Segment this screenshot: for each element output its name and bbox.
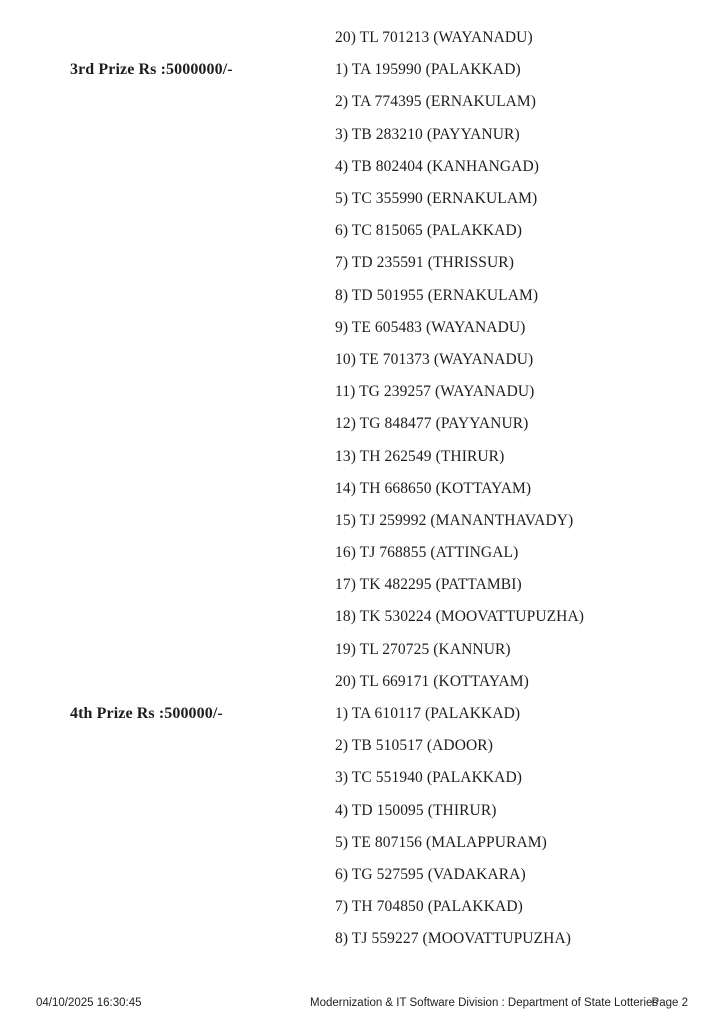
winning-ticket-entry: 11) TG 239257 (WAYANADU) [335, 383, 535, 401]
winning-ticket-entry: 9) TE 605483 (WAYANADU) [335, 318, 526, 336]
prize-row [0, 183, 724, 215]
prize-tier-label: 4th Prize Rs :500000/- [70, 705, 223, 723]
winning-ticket-entry: 17) TK 482295 (PATTAMBI) [335, 576, 522, 594]
prize-row [0, 473, 724, 505]
winning-ticket-entry: 4) TB 802404 (KANHANGAD) [335, 157, 540, 175]
prize-row [0, 151, 724, 183]
winning-ticket-entry: 5) TE 807156 (MALAPPURAM) [335, 833, 547, 851]
winning-ticket-entry: 6) TG 527595 (VADAKARA) [335, 865, 526, 883]
footer-page-number: Page 2 [651, 997, 688, 1009]
prize-row [0, 795, 724, 827]
prize-row [0, 569, 724, 601]
winning-ticket-entry: 7) TD 235591 (THRISSUR) [335, 254, 514, 272]
prize-list [0, 22, 724, 955]
winning-ticket-entry: 3) TC 551940 (PALAKKAD) [335, 769, 523, 787]
prize-row [0, 698, 724, 730]
prize-row [0, 22, 724, 54]
winning-ticket-entry: 16) TJ 768855 (ATTINGAL) [335, 544, 519, 562]
footer-datetime: 04/10/2025 16:30:45 [36, 997, 142, 1009]
prize-row [0, 312, 724, 344]
winning-ticket-entry: 18) TK 530224 (MOOVATTUPUZHA) [335, 608, 585, 626]
winning-ticket-entry: 12) TG 848477 (PAYYANUR) [335, 415, 529, 433]
winning-ticket-entry: 20) TL 669171 (KOTTAYAM) [335, 672, 529, 690]
prize-row [0, 119, 724, 151]
prize-row [0, 86, 724, 118]
winning-ticket-entry: 14) TH 668650 (KOTTAYAM) [335, 479, 532, 497]
prize-row [0, 376, 724, 408]
winning-ticket-entry: 5) TC 355990 (ERNAKULAM) [335, 190, 538, 208]
winning-ticket-entry: 10) TE 701373 (WAYANADU) [335, 350, 534, 368]
winning-ticket-entry: 8) TJ 559227 (MOOVATTUPUZHA) [335, 930, 572, 948]
prize-row [0, 891, 724, 923]
winning-ticket-entry: 19) TL 270725 (KANNUR) [335, 640, 511, 658]
prize-row [0, 666, 724, 698]
winning-ticket-entry: 15) TJ 259992 (MANANTHAVADY) [335, 511, 574, 529]
prize-row [0, 247, 724, 279]
prize-row [0, 923, 724, 955]
prize-row [0, 440, 724, 472]
prize-row [0, 54, 724, 86]
winning-ticket-entry: 20) TL 701213 (WAYANADU) [335, 29, 533, 47]
winning-ticket-entry: 4) TD 150095 (THIRUR) [335, 801, 497, 819]
prize-row [0, 215, 724, 247]
winning-ticket-entry: 2) TB 510517 (ADOOR) [335, 737, 493, 755]
footer-division-title: Modernization & IT Software Division : Department of State Lotteries [310, 997, 659, 1009]
winning-ticket-entry: 2) TA 774395 (ERNAKULAM) [335, 93, 537, 111]
winning-ticket-entry: 6) TC 815065 (PALAKKAD) [335, 222, 523, 240]
prize-row [0, 280, 724, 312]
prize-tier-label: 3rd Prize Rs :5000000/- [70, 61, 233, 79]
page-footer [0, 997, 724, 1013]
winning-ticket-entry: 13) TH 262549 (THIRUR) [335, 447, 505, 465]
winning-ticket-entry: 1) TA 610117 (PALAKKAD) [335, 705, 521, 723]
prize-row [0, 827, 724, 859]
prize-row [0, 408, 724, 440]
winning-ticket-entry: 1) TA 195990 (PALAKKAD) [335, 61, 521, 79]
prize-row [0, 730, 724, 762]
prize-row [0, 634, 724, 666]
winning-ticket-entry: 7) TH 704850 (PALAKKAD) [335, 898, 523, 916]
winning-ticket-entry: 3) TB 283210 (PAYYANUR) [335, 125, 520, 143]
prize-row [0, 344, 724, 376]
winning-ticket-entry: 8) TD 501955 (ERNAKULAM) [335, 286, 539, 304]
prize-row [0, 505, 724, 537]
prize-row [0, 537, 724, 569]
prize-row [0, 601, 724, 633]
prize-row [0, 859, 724, 891]
prize-row [0, 762, 724, 794]
